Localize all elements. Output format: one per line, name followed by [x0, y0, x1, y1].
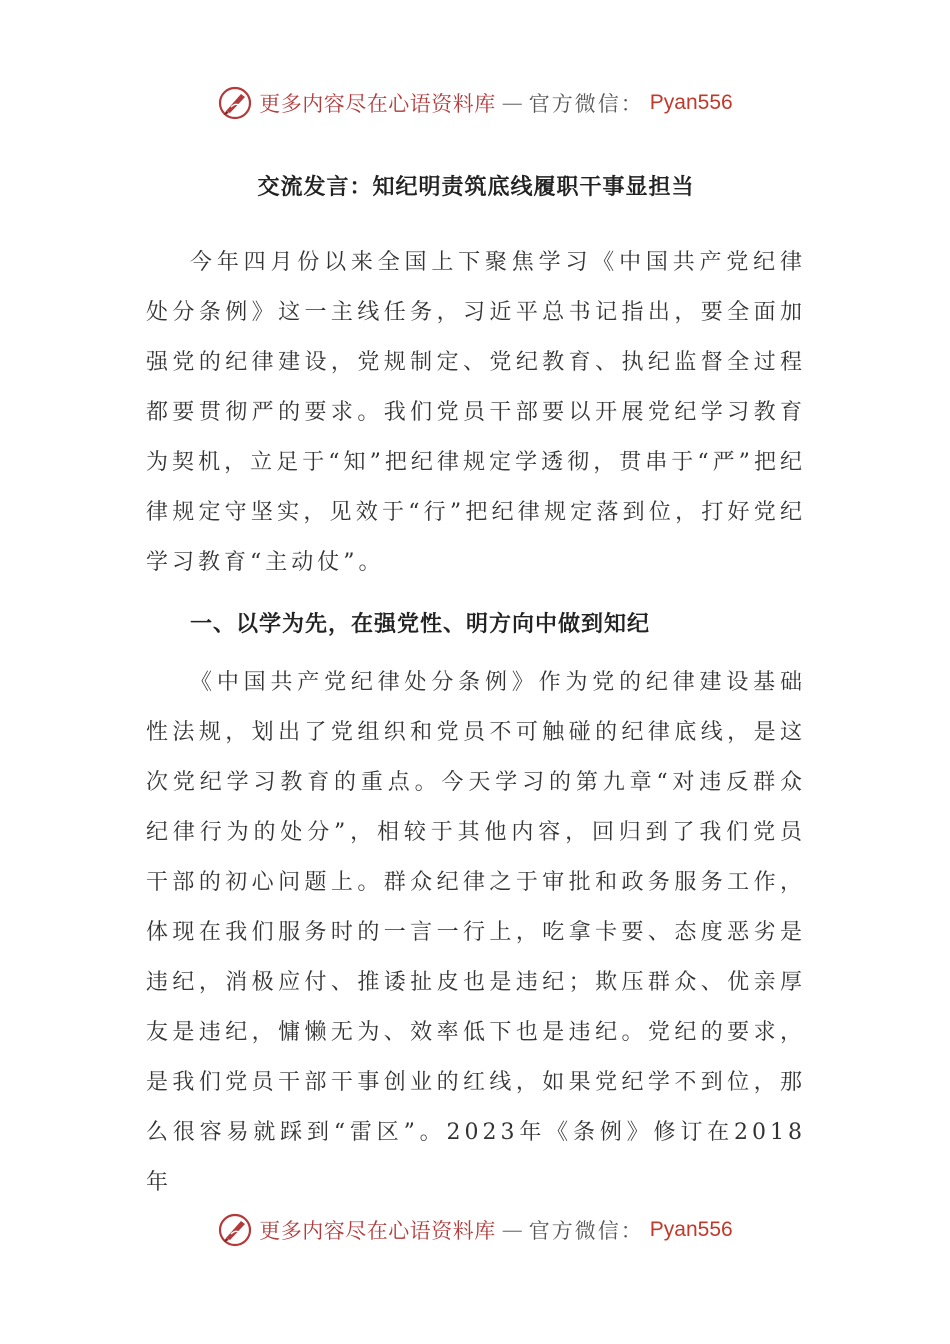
document-body [146, 168, 806, 1208]
pen-logo-icon [217, 1212, 253, 1248]
intro-paragraph: 今年四月份以来全国上下聚焦学习《中国共产党纪律处分条例》这一主线任务，习近平总书记指出，要全面加强党的纪律建设，党规制定、党纪教育、执纪监督全过程都要贯彻严的要求。我们党员干部要以开展党纪学习教育为契机，立足于“知”把纪律规定学透彻，贯串于“严”把纪律规定守坚实，见效于“行”把纪律规定落到位，打好党纪学习教育“主动仗”。 [146, 250, 806, 575]
footer-banner [0, 1210, 950, 1250]
banner-separator: — [501, 91, 523, 115]
banner-wechat-label: 官方微信： [528, 92, 644, 116]
banner-wechat-id: Pyan556 [649, 91, 733, 114]
section-1-heading: 一、以学为先，在强党性、明方向中做到知纪 [190, 612, 651, 637]
header-banner [0, 83, 950, 123]
document-title: 交流发言：知纪明责筑底线履职干事显担当 [257, 175, 695, 200]
banner-wechat-label: 官方微信： [528, 1219, 644, 1243]
banner-separator: — [501, 1218, 523, 1242]
section-1-paragraph: 《中国共产党纪律处分条例》作为党的纪律建设基础性法规，划出了党组织和党员不可触碰的纪律底线，是这次党纪学习教育的重点。今天学习的第九章“对违反群众纪律行为的处分”，相较于其他内容，回归到了我们党员干部的初心问题上。群众纪律之于审批和政务服务工作，体现在我们服务时的一言一行上，吃拿卡要、态度恶劣是违纪，消极应付、推诿扯皮也是违纪；欺压群众、优亲厚友是违纪，慵懒无为、效率低下也是违纪。党纪的要求，是我们党员干部干事创业的红线，如果党纪学不到位，那么很容易就踩到“雷区”。2023年《条例》修订在2018年 [146, 670, 806, 1195]
pen-logo-icon [217, 85, 253, 121]
banner-library-text: 更多内容尽在心语资料库 [259, 1219, 496, 1243]
banner-wechat-id: Pyan556 [649, 1218, 733, 1241]
banner-library-text: 更多内容尽在心语资料库 [259, 92, 496, 116]
